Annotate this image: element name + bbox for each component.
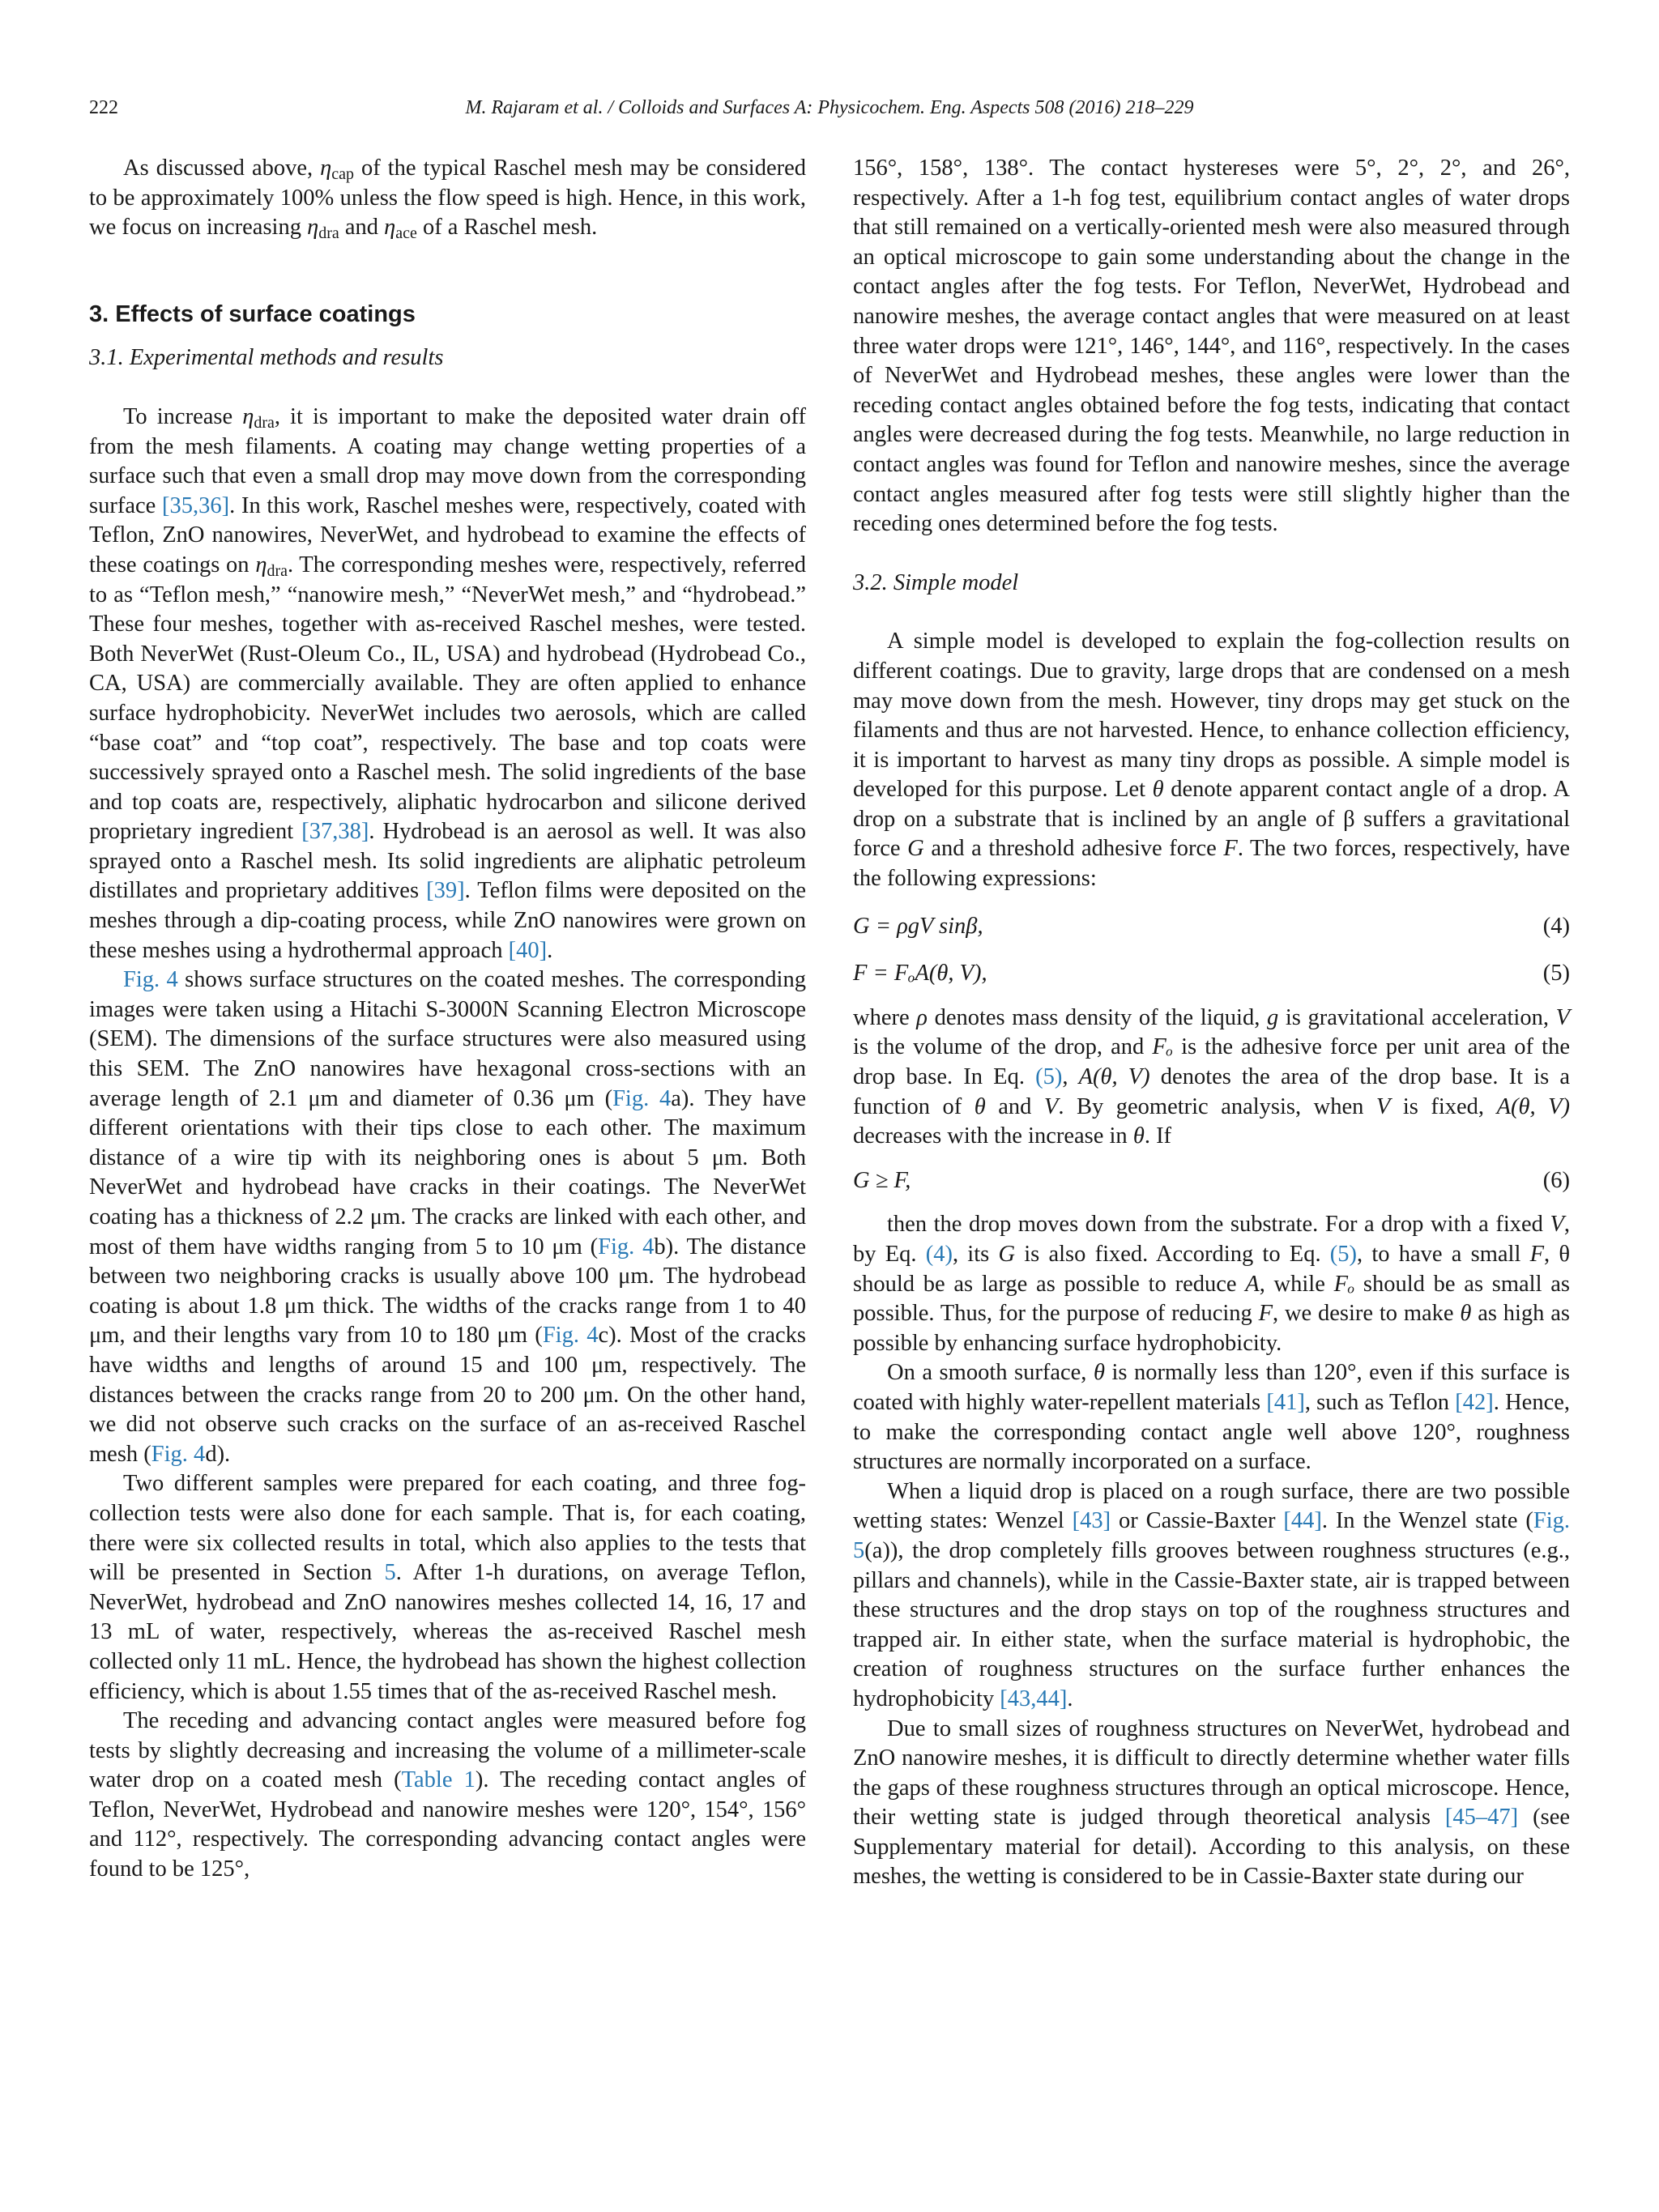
subsection-3-2-heading: 3.2. Simple model bbox=[853, 569, 1019, 595]
right-column bbox=[853, 154, 1570, 1892]
citation-link[interactable]: [43] bbox=[1072, 1508, 1111, 1534]
equation-6 bbox=[853, 1166, 1570, 1196]
equation-expression: G ≥ F, bbox=[853, 1167, 911, 1193]
paragraph-smooth-surface: On a smooth surface, θ is normally less than 120°, even if this surface is coated with highly water-repellent materials [41], such as Teflon [42]. Hence, to make the corresponding contact angle well above 120°, roughness structures are normally incorporated on a surface. bbox=[853, 1360, 1570, 1475]
paragraph-fog-tests: Two different samples were prepared for each coating, and three fog-collection tests were also done for each sample. That is, for each coating, there were six collected results in total, which also applies to the tests that will be presented in Section 5. After 1-h durations, on average Teflon, NeverWet, hydrobead and ZnO nanowires meshes collected 14, 16, 17 and 13 mL of water, respectively, whereas the as-received Raschel mesh collected only 11 mL. Hence, the hydrobead has shown the highest collection efficiency, which is about 1.55 times that of the as-received Raschel mesh. bbox=[89, 1471, 807, 1704]
citation-link[interactable]: [35,36] bbox=[162, 492, 230, 518]
citation-link[interactable]: [45–47] bbox=[1444, 1805, 1519, 1831]
paragraph-wetting-states: When a liquid drop is placed on a rough surface, there are two possible wetting states: Wenzel [43] or Cassie-Baxter [44]. In the Wenzel state (Fig. 5(a)), the drop completely fills grooves between roughness structures (e.g., pillars and channels), while in the Cassie-Baxter state, air is trapped between these structures and the drop stays on top of the roughness structures and trapped air. In either state, when the surface material is hydrophobic, the creation of roughness structures on the surface further enhances the hydrophobicity [43,44]. bbox=[853, 1478, 1570, 1711]
equation-number: (4) bbox=[1542, 913, 1570, 939]
citation-link[interactable]: [43,44] bbox=[1000, 1686, 1068, 1711]
paragraph-intro: As discussed above, $\eta_{cap}$ of the typical Raschel mesh may be considered to be approximately 100% unless the flow speed is high. Hence, in this work, we focus on increasing $\eta_{dra}$ and $\eta_{ace}$ of a Raschel mesh. bbox=[89, 156, 806, 243]
equation-expression: F = FₒA(θ, V), bbox=[853, 961, 987, 987]
section-3-heading: 3. Effects of surface coatings bbox=[89, 300, 416, 327]
citation-link[interactable]: [40] bbox=[508, 937, 548, 963]
left-column bbox=[89, 154, 806, 1885]
section-link[interactable]: 5 bbox=[384, 1560, 396, 1586]
equation-number: (6) bbox=[1542, 1167, 1570, 1193]
citation-link[interactable]: [37,38] bbox=[301, 819, 369, 845]
equation-expression: G = ρgV sinβ, bbox=[853, 913, 983, 939]
equation-link[interactable]: (5) bbox=[1329, 1242, 1358, 1267]
citation-link[interactable]: [44] bbox=[1283, 1508, 1322, 1534]
page-number: 222 bbox=[89, 97, 118, 118]
figure-link[interactable]: Fig. 4 bbox=[598, 1234, 655, 1259]
figure-link[interactable]: Fig. 5 bbox=[853, 1508, 1570, 1563]
figure-link[interactable]: Fig. 4 bbox=[151, 1441, 206, 1467]
paragraph-coatings: To increase $\eta_{dra}$, it is important to make the deposited water drain off from the mesh filaments. A coating may change wetting properties of a surface such that even a small drop may move down from the corresponding surface [35,36]. In this work, Raschel meshes were, respectively, coated with Teflon, ZnO nanowires, NeverWet, and hydrobead to examine the effects of these coatings on $\eta_{dra}$. The corresponding meshes were, respectively, referred to as “Teflon mesh,” “nanowire mesh,” “NeverWet mesh,” and “hydrobead.” These four meshes, together with as-received Raschel meshes, were tested. Both NeverWet (Rust-Oleum Co., IL, USA) and hydrobead (Hydrobead Co., CA, USA) are commercially available. They are often applied to enhance surface hydrophobicity. NeverWet includes two aerosols, which are called “base coat” and “top coat”, respectively. The base and top coats were successively sprayed onto a Raschel mesh. The solid ingredients of the base and top coats are, respectively, aliphatic hydrocarbon and silicone derived proprietary ingredient [37,38]. Hydrobead is an aerosol as well. It was also sprayed onto a Raschel mesh. Its solid ingredients are aliphatic petroleum distillates and proprietary additives [39]. Teflon films were deposited on the meshes through a dip-coating process, while ZnO nanowires were grown on these meshes using a hydrothermal approach [40]. bbox=[89, 403, 807, 963]
figure-link[interactable]: Fig. 4 bbox=[612, 1085, 672, 1111]
figure-link[interactable]: Fig. 4 bbox=[542, 1323, 599, 1349]
paragraph-drop-moves: then the drop moves down from the substrate. For a drop with a fixed V, by Eq. (4), its G is also fixed. According to Eq. (5), to have a small F, θ should be as large as possible to reduce A, while Fₒ should be as small as possible. Thus, for the purpose of reducing F, we desire to make θ as high as possible by enhancing surface hydrophobicity. bbox=[853, 1212, 1570, 1356]
subsection-3-1-heading: 3.1. Experimental methods and results bbox=[89, 345, 444, 371]
paragraph-contact-angles-cont: 156°, 158°, 138°. The contact hystereses were 5°, 2°, 2°, and 26°, respectively. After a 1-h fog test, equilibrium contact angles of water drops that still remained on a vertically-oriented mesh were also measured through an optical microscope to gain some understanding about the change in the contact angles after the fog tests. For Teflon, NeverWet, Hydrobead and nanowire meshes, the average contact angles that were measured on at least three water drops were 121°, 146°, 144°, and 116°, respectively. In the cases of NeverWet and Hydrobead meshes, these angles were lower than the receding contact angles obtained before the fog tests, indicating that contact angles were decreased during the fog tests. Meanwhile, no large reduction in contact angles was found for Teflon and nanowire meshes, since the average contact angles measured after fog tests were still slightly higher than the receding ones determined before the fog tests. bbox=[853, 156, 1570, 537]
equation-number: (5) bbox=[1542, 961, 1570, 987]
equation-4 bbox=[853, 912, 1570, 942]
paragraph-sem: Fig. 4 shows surface structures on the coated meshes. The corresponding images were taken using a Hitachi S-3000N Scanning Electron Microscope (SEM). The dimensions of the surface structures were also measured using this SEM. The ZnO nanowires have hexagonal cross-sections with an average length of 2.1 μm and diameter of 0.36 μm (Fig. 4a). They have different orientations with their tips close to each other. The maximum distance of a wire tip with its neighboring ones is about 5 μm. Both NeverWet and hydrobead have cracks in their coatings. The NeverWet coating has a thickness of 2.2 μm. The cracks are linked with each other, and most of them have widths ranging from 5 to 10 μm (Fig. 4b). The distance between two neighboring cracks is usually above 100 μm. The hydrobead coating is about 1.8 μm thick. The widths of the cracks range from 1 to 40 μm, and their lengths vary from 10 to 180 μm (Fig. 4c). Most of the cracks have widths and lengths of around 15 and 100 μm, respectively. The distances between the cracks range from 20 to 200 μm. On the other hand, we did not observe such cracks on the surface of an as-received Raschel mesh (Fig. 4d). bbox=[89, 967, 806, 1467]
running-header bbox=[89, 97, 1570, 130]
table-link[interactable]: Table 1 bbox=[401, 1767, 476, 1793]
citation-link[interactable]: [39] bbox=[426, 878, 465, 904]
journal-citation: M. Rajaram et al. / Colloids and Surfaces A: Physicochem. Eng. Aspects 508 (2016) 218–229 bbox=[465, 97, 1194, 118]
paragraph-variables: where ρ denotes mass density of the liquid, g is gravitational acceleration, V is the volume of the drop, and Fₒ is the adhesive force per unit area of the drop base. In Eq. (5), A(θ, V) denotes the area of the drop base. It is a function of θ and V. By geometric analysis, when V is fixed, A(θ, V) decreases with the increase in θ. If bbox=[853, 1004, 1571, 1149]
citation-link[interactable]: [41] bbox=[1266, 1389, 1305, 1415]
equation-link[interactable]: (4) bbox=[925, 1242, 953, 1267]
paragraph-simple-model: A simple model is developed to explain the fog-collection results on different coatings. Due to gravity, large drops that are condensed on a mesh may move down from the mesh. However, tiny drops may get stuck on the filaments and thus are not harvested. Hence, to enhance collection efficiency, it is important to harvest as many tiny drops as possible. A simple model is developed for this purpose. Let θ denote apparent contact angle of a drop. A drop on a substrate that is inclined by an angle of β suffers a gravitational force G and a threshold adhesive force F. The two forces, respectively, have the following expressions: bbox=[853, 629, 1571, 892]
paragraph-roughness: Due to small sizes of roughness structures on NeverWet, hydrobead and ZnO nanowire meshes, it is difficult to directly determine whether water fills the gaps of these roughness structures through an optical microscope. Hence, their wetting state is judged through theoretical analysis [45–47] (see Supplementary material for detail). According to this analysis, on these meshes, the wetting is considered to be in Cassie-Baxter state during our bbox=[853, 1715, 1570, 1890]
paragraph-contact-angles: The receding and advancing contact angles were measured before fog tests by slightly decreasing and increasing the volume of a millimeter-scale water drop on a coated mesh (Table 1). The receding contact angles of Teflon, NeverWet, Hydrobead and nanowire meshes were 120°, 154°, 156° and 112°, respectively. The corresponding advancing contact angles were found to be 125°, bbox=[89, 1708, 807, 1882]
citation-link[interactable]: [42] bbox=[1455, 1389, 1494, 1415]
equation-link[interactable]: (5) bbox=[1035, 1064, 1063, 1090]
figure-link[interactable]: Fig. 4 bbox=[123, 967, 178, 993]
equation-5 bbox=[853, 959, 1570, 989]
